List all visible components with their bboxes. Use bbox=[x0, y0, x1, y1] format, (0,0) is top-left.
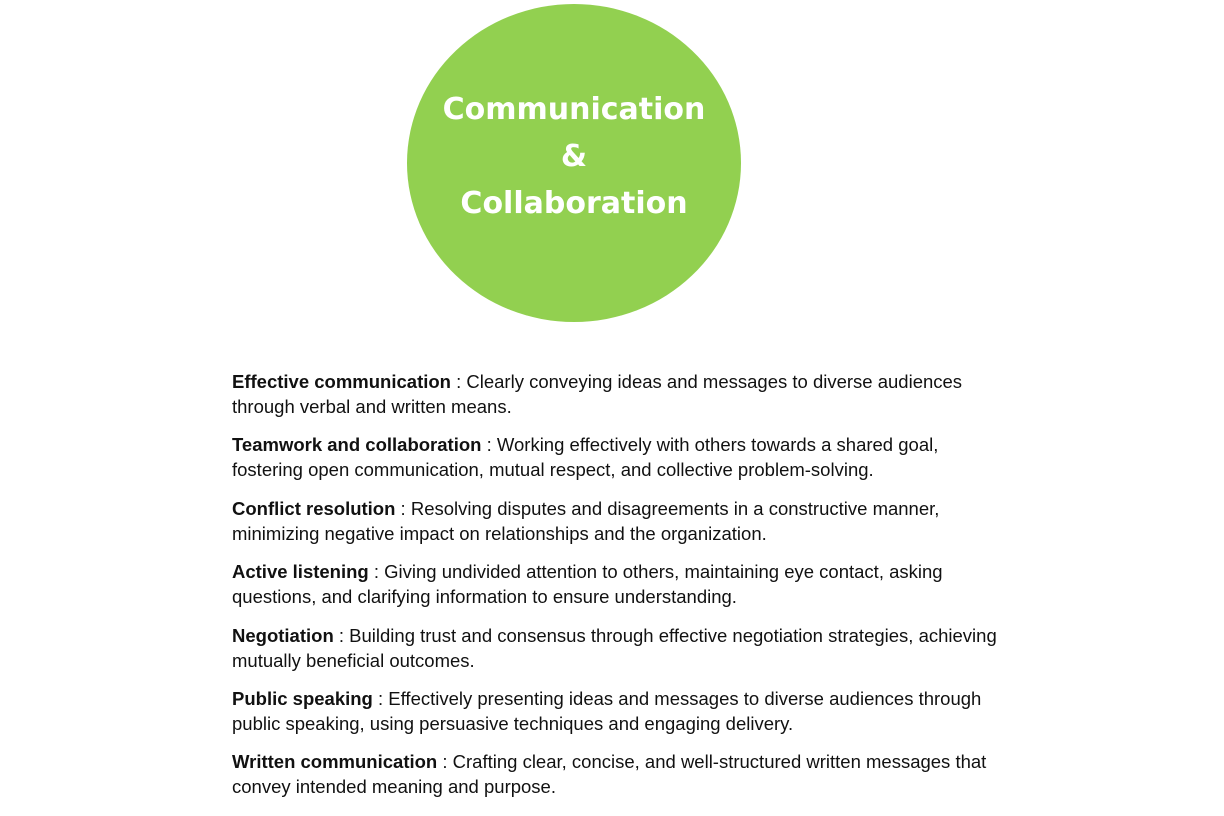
list-item bbox=[232, 686, 1002, 736]
skill-term: Effective communication bbox=[232, 371, 451, 392]
list-item bbox=[232, 559, 1002, 609]
skill-description: : Crafting clear, concise, and well-structured written messages that convey intended meaning and purpose. bbox=[232, 751, 987, 798]
skill-term: Conflict resolution bbox=[232, 497, 396, 519]
skill-description: : Resolving disputes and disagreements in a constructive manner, minimizing negative impact on relationships and the organization. bbox=[232, 497, 940, 544]
skill-description: : Working effectively with others towards a shared goal, fostering open communication, mutual respect, and collective problem-solving. bbox=[232, 434, 939, 481]
skill-description: : Building trust and consensus through effective negotiation strategies, achieving mutually beneficial outcomes. bbox=[232, 624, 997, 671]
list-item bbox=[232, 623, 1002, 673]
title-line-2: & bbox=[560, 138, 588, 174]
title-circle bbox=[407, 4, 741, 322]
list-item bbox=[232, 749, 1002, 799]
list-item bbox=[232, 432, 1002, 482]
skill-term: Written communication bbox=[232, 751, 438, 773]
skill-description: : Clearly conveying ideas and messages to diverse audiences through verbal and written means. bbox=[232, 371, 963, 417]
skill-term: Active listening bbox=[232, 561, 369, 583]
title-line-1: Communication bbox=[442, 91, 706, 127]
list-item bbox=[232, 369, 1002, 419]
skill-term: Teamwork and collaboration bbox=[232, 434, 482, 456]
skills-list bbox=[232, 369, 1002, 813]
skill-term: Negotiation bbox=[232, 624, 334, 646]
skill-description: : Effectively presenting ideas and messages to diverse audiences through public speaking, using persuasive techniques and engaging delivery. bbox=[232, 687, 982, 734]
list-item bbox=[232, 496, 1002, 546]
title-line-3: Collaboration bbox=[460, 185, 688, 221]
skill-term: Public speaking bbox=[232, 687, 373, 709]
skill-description: : Giving undivided attention to others, maintaining eye contact, asking questions, and clarifying information to ensure understanding. bbox=[232, 561, 943, 608]
